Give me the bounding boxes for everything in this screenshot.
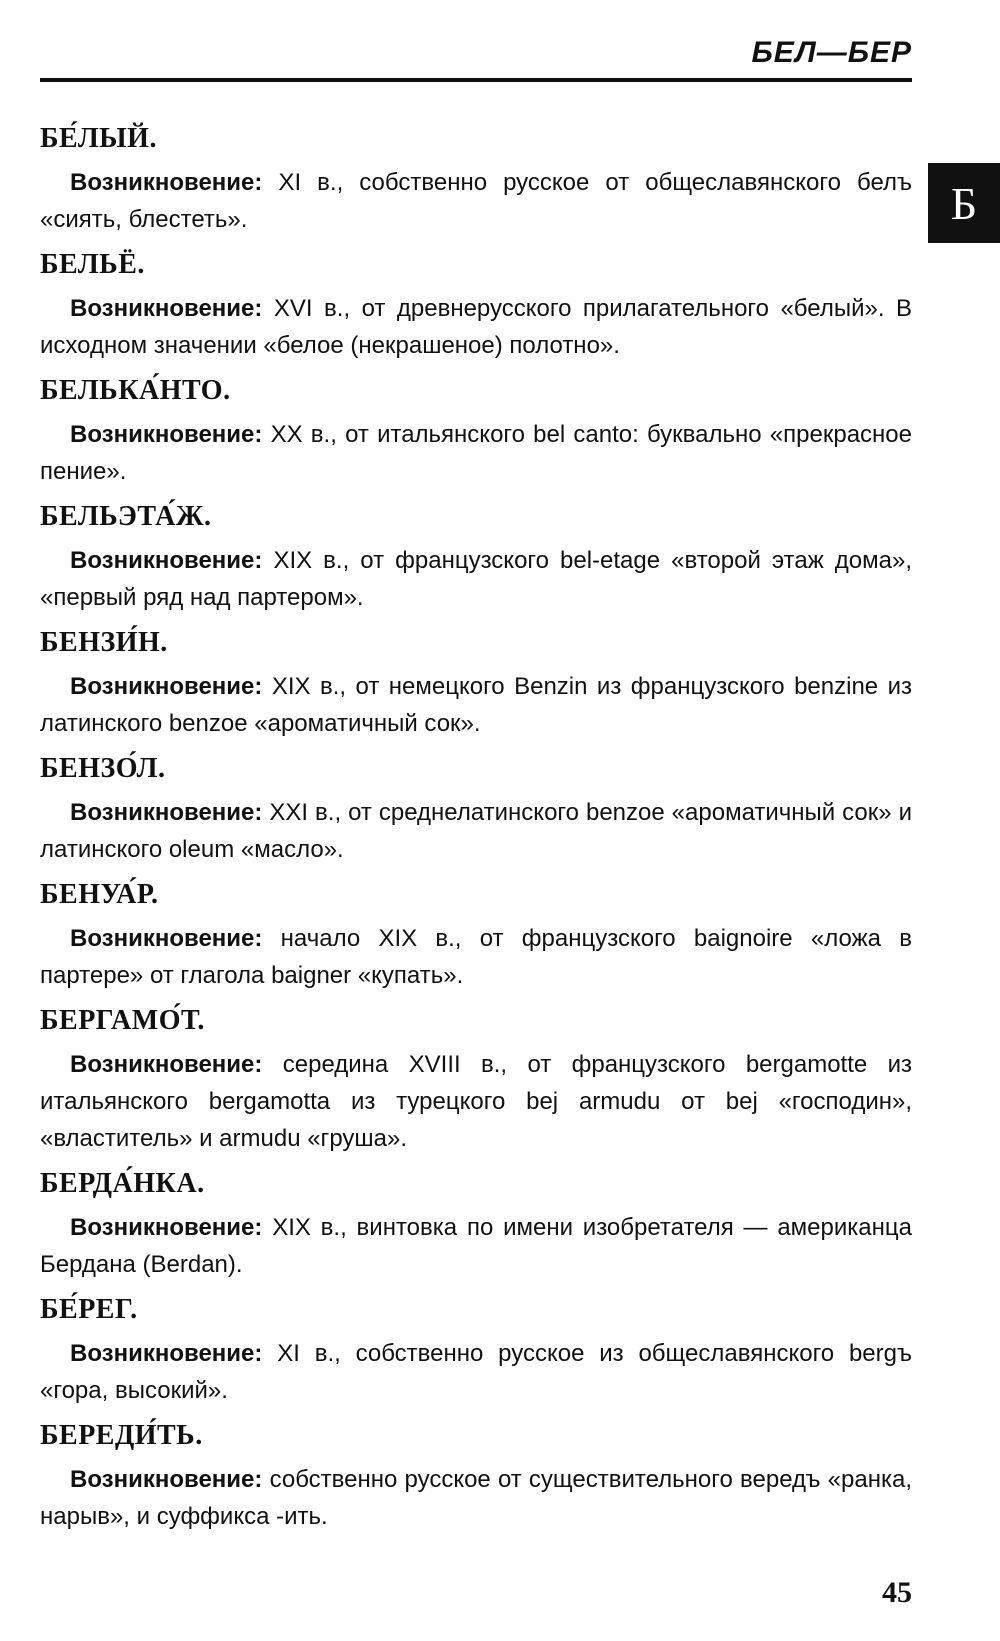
entry-definition xyxy=(40,1461,912,1535)
entry-text: собственно русское от существительного вередъ «ранка, нарыв», и суффикса -ить. xyxy=(40,1466,912,1530)
entry-headword: БЕРГАМО́Т. xyxy=(40,1005,205,1036)
entry-text: XVI в., от древнерусского прилагательного «белый». В исходном значении «белое (некрашеное) полотно». xyxy=(40,295,912,359)
origin-label: Возникновение: xyxy=(70,1466,263,1493)
entry xyxy=(40,626,912,742)
origin-label: Возникновение: xyxy=(70,169,263,196)
entry-headword: БЕЛЬЭТА́Ж. xyxy=(40,501,212,532)
entry-headword: БЕ́РЕГ. xyxy=(40,1294,138,1325)
running-head: БЕЛ—БЕР xyxy=(751,36,912,69)
entry-text: XXI в., от среднелатинского benzoe «ароматичный сок» и латинского oleum «масло». xyxy=(40,799,912,863)
page-header xyxy=(40,30,912,82)
entry-headword: БЕНЗО́Л. xyxy=(40,753,166,784)
origin-label: Возникновение: xyxy=(70,1051,263,1078)
entry-text: XIX в., от немецкого Benzin из французского benzine из латинского benzoe «ароматичный сок». xyxy=(40,673,912,737)
origin-label: Возникновение: xyxy=(70,799,263,826)
entry-text: XIX в., от французского bel-etage «второй этаж дома», «первый ряд над партером». xyxy=(40,547,912,611)
origin-label: Возникновение: xyxy=(70,295,263,322)
entry-headword: БЕ́ЛЫЙ. xyxy=(40,123,157,154)
entry-text: XI в., собственно русское из общеславянского bergъ «гора, высокий». xyxy=(40,1340,912,1404)
entry xyxy=(40,1167,912,1283)
entry xyxy=(40,248,912,364)
entry-text: XIX в., винтовка по имени изобретателя — американца Бердана (Berdan). xyxy=(40,1214,912,1278)
entry xyxy=(40,1293,912,1409)
entry-definition xyxy=(40,164,912,238)
entry-headword: БЕРЕДИ́ТЬ. xyxy=(40,1420,203,1451)
origin-label: Возникновение: xyxy=(70,547,263,574)
entry xyxy=(40,752,912,868)
entry-definition xyxy=(40,1046,912,1157)
entry-text: XI в., собственно русское от общеславянского белъ «сиять, блестеть». xyxy=(40,169,912,233)
dictionary-entries xyxy=(40,122,912,1545)
entry-definition xyxy=(40,794,912,868)
entry-headword: БЕРДА́НКА. xyxy=(40,1168,205,1199)
origin-label: Возникновение: xyxy=(70,1214,263,1241)
entry-headword: БЕЛЬКА́НТО. xyxy=(40,375,231,406)
entry-definition xyxy=(40,668,912,742)
entry-text: середина XVIII в., от французского bergamotte из итальянского bergamotta из турецкого bej armudu от bej «господин», «властитель» и armudu «груша». xyxy=(40,1051,912,1152)
entry-definition xyxy=(40,290,912,364)
entry xyxy=(40,1419,912,1535)
origin-label: Возникновение: xyxy=(70,673,263,700)
entry-definition xyxy=(40,416,912,490)
entry xyxy=(40,1004,912,1157)
entry-definition xyxy=(40,542,912,616)
entry-text: начало XIX в., от французского baignoire «ложа в партере» от глагола baigner «купать». xyxy=(40,925,912,989)
entry-headword: БЕНУА́Р. xyxy=(40,879,159,910)
entry-headword: БЕЛЬЁ. xyxy=(40,249,145,280)
origin-label: Возникновение: xyxy=(70,925,263,952)
entry-definition xyxy=(40,1335,912,1409)
entry-headword: БЕНЗИ́Н. xyxy=(40,627,168,658)
origin-label: Возникновение: xyxy=(70,421,263,448)
entry xyxy=(40,878,912,994)
page-number: 45 xyxy=(882,1576,912,1609)
entry-definition xyxy=(40,1209,912,1283)
entry-definition xyxy=(40,920,912,994)
entry-text: XX в., от итальянского bel canto: буквально «прекрасное пение». xyxy=(40,421,912,485)
entry xyxy=(40,122,912,238)
origin-label: Возникновение: xyxy=(70,1340,263,1367)
thumb-index-tab: Б xyxy=(928,163,1000,243)
entry xyxy=(40,500,912,616)
entry xyxy=(40,374,912,490)
